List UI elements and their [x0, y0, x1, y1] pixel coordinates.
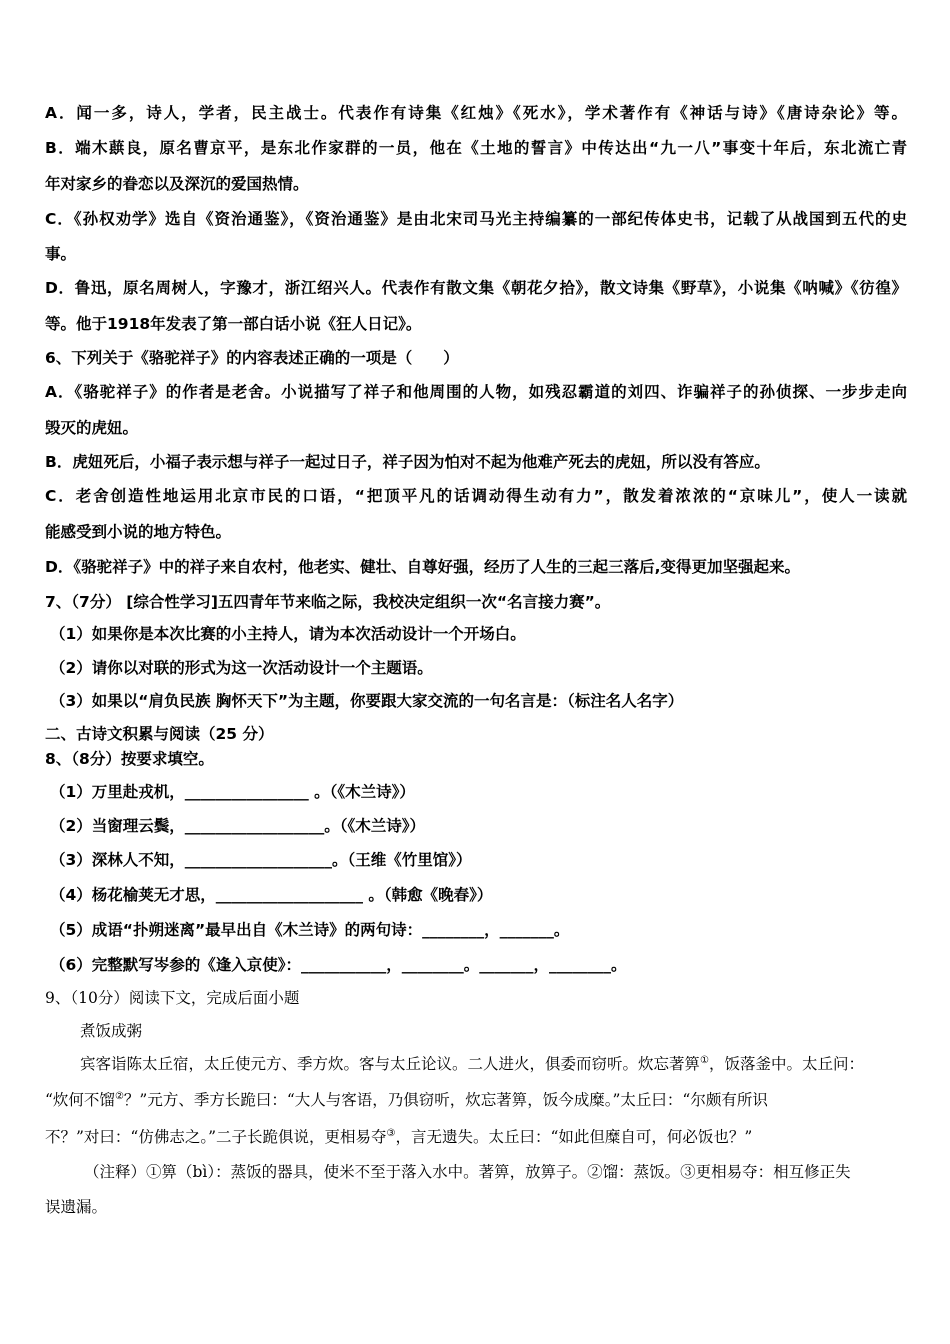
q9-passage-line3	[45, 1127, 752, 1147]
q6-option-d: D．《骆驼祥子》中的祥子来自农村，他老实、健壮、自尊好强，经历了人生的三起三落后,变得更加坚强起来。	[45, 558, 801, 576]
q7-stem-text: [综合性学习]五四青年节来临之际，我校决定组织一次“名言接力赛”。	[126, 593, 611, 611]
q8-line-3: （3）深林人不知，___________________。（王维《竹里馆》）	[50, 851, 472, 869]
footnote-marker-1: ①	[700, 1054, 709, 1066]
q6-option-c-line2: 能感受到小说的地方特色。	[45, 523, 232, 541]
q9-passage-line3-a: 不？”对曰：“仿佛志之。”二子长跪俱说，更相易夺	[45, 1128, 387, 1146]
q6-option-a-line1: A．《骆驼祥子》的作者是老舍。小说描写了祥子和他周围的人物，如残忍霸道的刘四、诈骗祥子的孙侦探、一步步走向	[45, 383, 907, 401]
q7-stem	[45, 592, 610, 612]
q8-stem: 8、（8分）按要求填空。	[45, 750, 214, 768]
q7-number: 7、（7分）	[45, 593, 121, 611]
section-heading-2: 二、古诗文积累与阅读（25 分）	[45, 725, 274, 743]
q9-stem: 9、（10分）阅读下文，完成后面小题	[45, 989, 300, 1007]
q9-passage-title: 煮饭成粥	[80, 1022, 143, 1040]
q9-passage-line1-a: 宾客诣陈太丘宿，太丘使元方、季方炊。客与太丘论议。二人进火，俱委而窃听。炊忘著箅	[80, 1055, 701, 1073]
q8-line-4: （4）杨花榆荚无才思，___________________ 。（韩愈《晚春》）	[50, 886, 493, 904]
q5-option-c-line2: 事。	[45, 245, 77, 263]
q8-line-5: （5）成语“扑朔迷离”最早出自《木兰诗》的两句诗：________，_______。	[50, 921, 570, 939]
q9-passage-line1	[80, 1054, 864, 1074]
q9-passage-line2-b: ？”元方、季方长跪曰：“大人与客语，乃俱窃听，炊忘著箅，饭今成糜。”太丘曰：“尔颇有所识	[123, 1091, 768, 1109]
q7-sub-2: （2）请你以对联的形式为这一次活动设计一个主题语。	[50, 659, 433, 677]
q5-option-b-line2: 年对家乡的眷恋以及深沉的爱国热情。	[45, 175, 309, 193]
q5-option-d-line1: D．鲁迅，原名周树人，字豫才，浙江绍兴人。代表作有散文集《朝花夕拾》，散文诗集《野草》，小说集《呐喊》《彷徨》	[45, 279, 907, 297]
q5-option-b-line1: B．端木蕻良，原名曹京平，是东北作家群的一员，他在《土地的誓言》中传达出“九一八”事变十年后，东北流亡青	[45, 139, 907, 157]
q9-passage-line3-b: ，言无遗失。太丘曰：“如此但糜自可，何必饭也？”	[395, 1128, 753, 1146]
q7-sub-3: （3）如果以“肩负民族 胸怀天下”为主题，你要跟大家交流的一句名言是：（标注名人名字）	[50, 692, 684, 710]
footnote-marker-2: ②	[114, 1090, 124, 1102]
q6-option-a-line2: 毁灭的虎妞。	[45, 419, 139, 437]
q9-passage-line2	[45, 1090, 768, 1110]
q9-passage-line1-b: ，饭落釜中。太丘问：	[708, 1055, 864, 1073]
q8-line-2: （2）当窗理云鬓，__________________。（《木兰诗》）	[50, 817, 426, 835]
q9-passage-line2-a: “炊何不馏	[45, 1091, 115, 1109]
q5-option-c-line1: C．《孙权劝学》选自《资治通鉴》，《资治通鉴》是由北宋司马光主持编纂的一部纪传体史书，记载了从战国到五代的史	[45, 210, 907, 228]
q5-option-a: A．闻一多，诗人，学者，民主战士。代表作有诗集《红烛》《死水》，学术著作有《神话与诗》《唐诗杂论》等。	[45, 104, 907, 122]
q5-option-d-line2: 等。他于1918年发表了第一部白话小说《狂人日记》。	[45, 315, 422, 333]
q7-sub-1: （1）如果你是本次比赛的小主持人，请为本次活动设计一个开场白。	[50, 625, 526, 643]
q6-stem: 6、下列关于《骆驼祥子》的内容表述正确的一项是（ ）	[45, 349, 459, 367]
q8-line-6: （6）完整默写岑参的《逢入京使》：___________，________。_______，________。	[50, 956, 627, 974]
footnote-marker-3: ③	[386, 1127, 396, 1139]
q9-note-line1: （注释）①箅（bì）：蒸饭的器具，使米不至于落入水中。著箅，放箅子。②馏：蒸饭。③更相易夺：相互修正失	[84, 1163, 851, 1181]
q9-note-line2: 误遗漏。	[45, 1198, 108, 1216]
q6-option-c-line1: C．老舍创造性地运用北京市民的口语，“把顶平凡的话调动得生动有力”，散发着浓浓的“京味儿”，使人一读就	[45, 487, 907, 505]
q8-line-1: （1）万里赴戎机，________________ 。（《木兰诗》）	[50, 783, 415, 801]
q6-option-b: B．虎妞死后，小福子表示想与祥子一起过日子，祥子因为怕对不起为他难产死去的虎妞，所以没有答应。	[45, 453, 770, 471]
